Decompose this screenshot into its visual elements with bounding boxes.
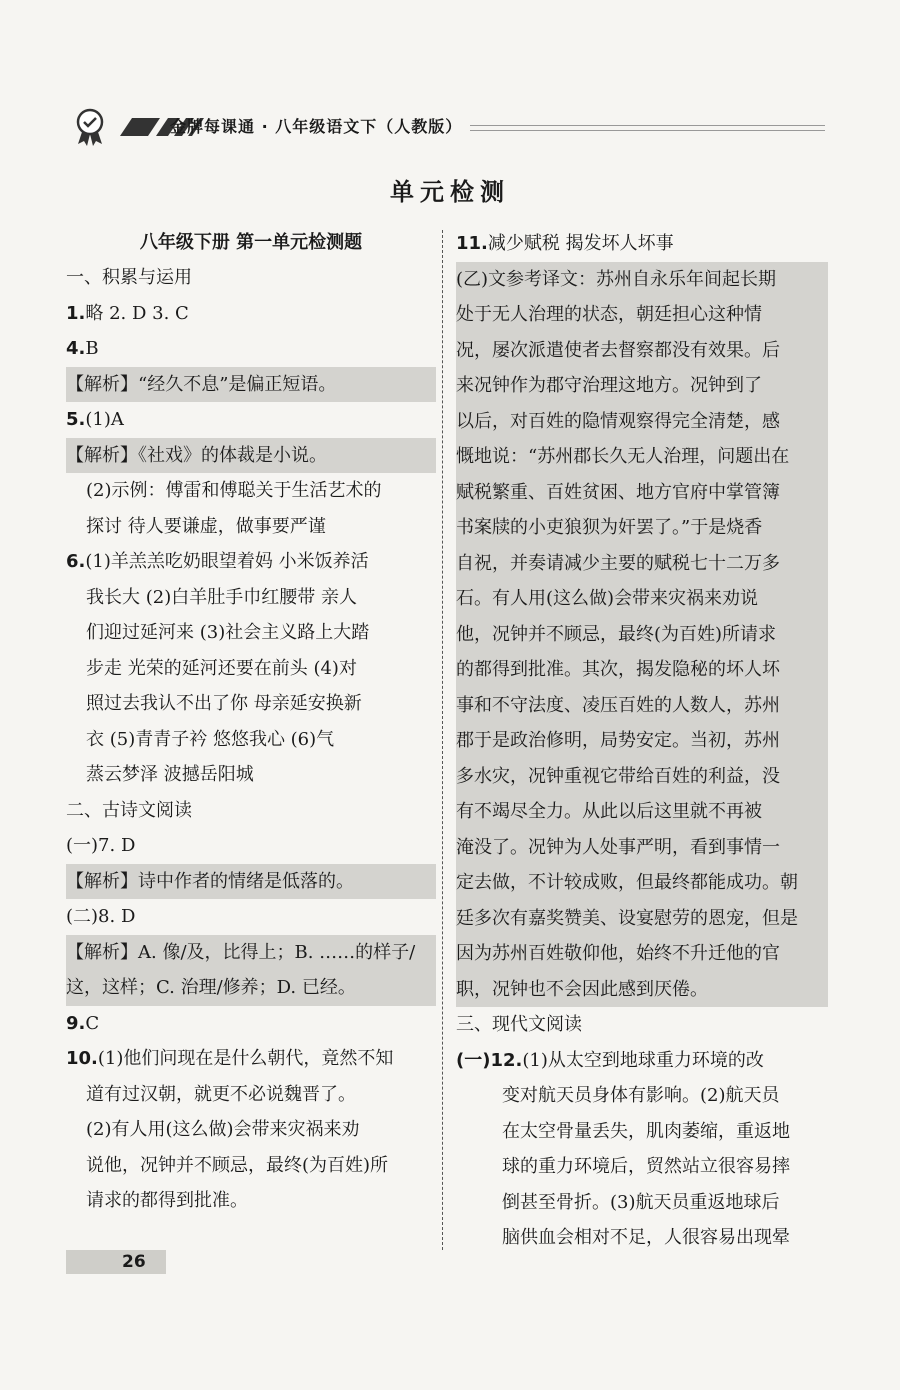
analysis-line — [66, 935, 436, 971]
line-text: 减少赋税 揭发坏人坏事 — [487, 233, 674, 254]
header-rule — [470, 125, 825, 131]
line-text: (2)有人用(这么做)会带来灾祸来劝 — [86, 1119, 360, 1140]
analysis-line — [456, 652, 828, 688]
column-divider — [442, 230, 443, 1250]
line-text: 在太空骨量丢失，肌肉萎缩，重返地 — [502, 1120, 790, 1142]
answer-line — [66, 686, 436, 722]
line-text: 书案牍的小吏狼狈为奸罢了。”于是烧香 — [456, 517, 763, 538]
analysis-line — [456, 297, 828, 333]
line-text: 球的重力环境后，贸然站立很容易摔 — [502, 1156, 790, 1177]
medal-icon — [70, 106, 116, 146]
question-number: 1. — [66, 302, 86, 324]
line-text: 慨地说：“苏州郡长久无人治理，问题出在 — [456, 446, 790, 467]
answer-line — [66, 899, 436, 935]
answer-line — [456, 1149, 828, 1185]
line-text: (乙)文参考译文：苏州自永乐年间起长期 — [456, 268, 777, 290]
analysis-line — [66, 864, 436, 900]
line-text: 照过去我认不出了你 母亲延安换新 — [86, 693, 362, 714]
answer-line — [66, 260, 436, 296]
analysis-line — [456, 936, 828, 972]
analysis-line — [456, 439, 828, 475]
question-number: 11. — [456, 233, 488, 254]
question-number: 9. — [66, 1012, 86, 1034]
line-text: 二、古诗文阅读 — [66, 799, 192, 821]
answer-line — [66, 296, 436, 332]
line-text: 这，这样；C. 治理/修养；D. 已经。 — [66, 977, 356, 998]
line-text: 处于无人治理的状态，朝廷担心这种情 — [456, 304, 762, 325]
answer-line — [66, 580, 436, 616]
line-text: 有不竭尽全力。从此以后这里就不再被 — [456, 801, 762, 822]
answer-line — [66, 1148, 436, 1184]
line-text: 事和不守法度、凌压百姓的人数人，苏州 — [456, 694, 780, 716]
answer-line — [66, 615, 436, 651]
page-number: 26 — [66, 1250, 166, 1274]
line-text: 郡于是政治修明，局势安定。当初，苏州 — [456, 730, 780, 751]
analysis-line — [456, 794, 828, 830]
line-text: (2)示例：傅雷和傅聪关于生活艺术的 — [86, 480, 382, 501]
left-answer-lines — [66, 260, 436, 1219]
page-title: 单元检测 — [390, 178, 510, 206]
line-text: 探讨 待人要谦虚，做事要严谨 — [86, 515, 326, 537]
line-text: (1)A — [85, 409, 124, 430]
line-text: 【解析】A. 像/及，比得上；B. ……的样子/ — [66, 941, 416, 963]
header-title: 金牌每课通 · 八年级语文下（人教版） — [170, 117, 463, 136]
answer-line — [66, 544, 436, 580]
analysis-line — [456, 368, 828, 404]
question-number: 4. — [66, 338, 86, 359]
line-text: 【解析】《社戏》的体裁是小说。 — [66, 444, 327, 466]
line-text: (一)7. D — [66, 835, 136, 856]
line-text: 况，屡次派遣使者去督察都没有效果。后 — [456, 339, 780, 361]
answer-line — [456, 1114, 828, 1150]
analysis-line — [66, 367, 436, 403]
answer-line — [456, 1185, 828, 1221]
answer-line — [456, 1043, 828, 1079]
line-text: 廷多次有嘉奖赞美、设宴慰劳的恩宠，但是 — [456, 907, 798, 929]
answer-line — [66, 331, 436, 367]
section-subtitle: 八年级下册 第一单元检测题 — [139, 232, 363, 253]
analysis-line — [456, 688, 828, 724]
line-text: 变对航天员身体有影响。(2)航天员 — [502, 1085, 780, 1106]
question-number: (一)12. — [456, 1049, 523, 1071]
line-text: 衣 (5)青青子衿 悠悠我心 (6)气 — [86, 728, 335, 750]
line-text: 三、现代文阅读 — [456, 1014, 582, 1035]
line-text: 职，况钟也不会因此感到厌倦。 — [456, 978, 708, 1000]
answer-line — [66, 473, 436, 509]
analysis-line — [456, 510, 828, 546]
question-number: 10. — [66, 1048, 98, 1069]
answer-line — [66, 1112, 436, 1148]
line-text: 脑供血会相对不足，人很容易出现晕 — [502, 1227, 790, 1248]
line-text: 【解析】诗中作者的情绪是低落的。 — [66, 870, 354, 892]
line-text: 略 2. D 3. C — [85, 302, 189, 324]
line-text: 一、积累与运用 — [66, 267, 192, 288]
analysis-line — [456, 972, 828, 1008]
running-header — [70, 106, 830, 146]
line-text: (1)羊羔羔吃奶眼望着妈 小米饭养活 — [85, 551, 369, 572]
line-text: 石。有人用(这么做)会带来灾祸来劝说 — [456, 588, 759, 609]
answer-line — [66, 1006, 436, 1042]
line-text: 自祝，并奏请减少主要的赋税七十二万多 — [456, 552, 780, 574]
analysis-line — [456, 581, 828, 617]
analysis-line — [456, 830, 828, 866]
analysis-line — [456, 333, 828, 369]
answer-line — [456, 226, 828, 262]
analysis-line — [456, 617, 828, 653]
line-text: 请求的都得到批准。 — [86, 1190, 248, 1211]
line-text: 以后，对百姓的隐情观察得完全清楚，感 — [456, 410, 780, 432]
line-text: (二)8. D — [66, 906, 136, 927]
line-text: 定去做，不计较成败，但最终都能成功。朝 — [456, 872, 798, 893]
answer-line — [66, 651, 436, 687]
line-text: 他，况钟并不顾忌，最终(为百姓)所请求 — [456, 623, 777, 645]
analysis-line — [456, 546, 828, 582]
answer-line — [66, 757, 436, 793]
line-text: (1)从太空到地球重力环境的改 — [522, 1049, 764, 1071]
answer-line — [456, 1220, 828, 1256]
right-answer-lines — [456, 226, 828, 1256]
analysis-line — [456, 901, 828, 937]
analysis-line — [456, 865, 828, 901]
answer-line — [66, 1183, 436, 1219]
question-number: 5. — [66, 409, 86, 430]
line-text: B — [85, 338, 99, 359]
line-text: 们迎过延河来 (3)社会主义路上大踏 — [86, 622, 370, 643]
analysis-line — [456, 723, 828, 759]
line-text: 倒甚至骨折。(3)航天员重返地球后 — [502, 1191, 780, 1213]
line-text: 我长大 (2)白羊肚手巾红腰带 亲人 — [86, 586, 357, 608]
line-text: 【解析】“经久不息”是偏正短语。 — [66, 373, 337, 395]
answer-line — [456, 1078, 828, 1114]
left-column — [66, 226, 436, 1219]
line-text: (1)他们问现在是什么朝代，竟然不知 — [97, 1048, 394, 1069]
answer-line — [66, 828, 436, 864]
analysis-line — [456, 404, 828, 440]
line-text: 说他，况钟并不顾忌，最终(为百姓)所 — [86, 1154, 389, 1176]
line-text: 因为苏州百姓敬仰他，始终不升迁他的官 — [456, 943, 780, 964]
answer-line — [66, 509, 436, 545]
analysis-line — [456, 262, 828, 298]
line-text: 的都得到批准。其次，揭发隐秘的坏人坏 — [456, 659, 780, 680]
line-text: 道有过汉朝，就更不必说魏晋了。 — [86, 1083, 356, 1105]
answer-line — [66, 1041, 436, 1077]
line-text: 来况钟作为郡守治理这地方。况钟到了 — [456, 375, 762, 396]
line-text: 赋税繁重、百姓贫困、地方官府中掌管簿 — [456, 481, 780, 503]
line-text: C — [85, 1012, 100, 1034]
answer-line — [66, 793, 436, 829]
line-text: 步走 光荣的延河还要在前头 (4)对 — [86, 657, 357, 679]
analysis-line — [456, 475, 828, 511]
answer-line — [66, 722, 436, 758]
analysis-line — [66, 438, 436, 474]
answer-line — [66, 1077, 436, 1113]
question-number: 6. — [66, 551, 86, 572]
answer-line — [66, 402, 436, 438]
answer-line — [456, 1007, 828, 1043]
line-text: 蒸云梦泽 波撼岳阳城 — [86, 764, 254, 785]
analysis-line — [66, 970, 436, 1006]
line-text: 淹没了。况钟为人处事严明，看到事情一 — [456, 836, 780, 858]
line-text: 多水灾，况钟重视它带给百姓的利益，没 — [456, 765, 780, 787]
analysis-line — [456, 759, 828, 795]
right-column — [456, 226, 828, 1256]
